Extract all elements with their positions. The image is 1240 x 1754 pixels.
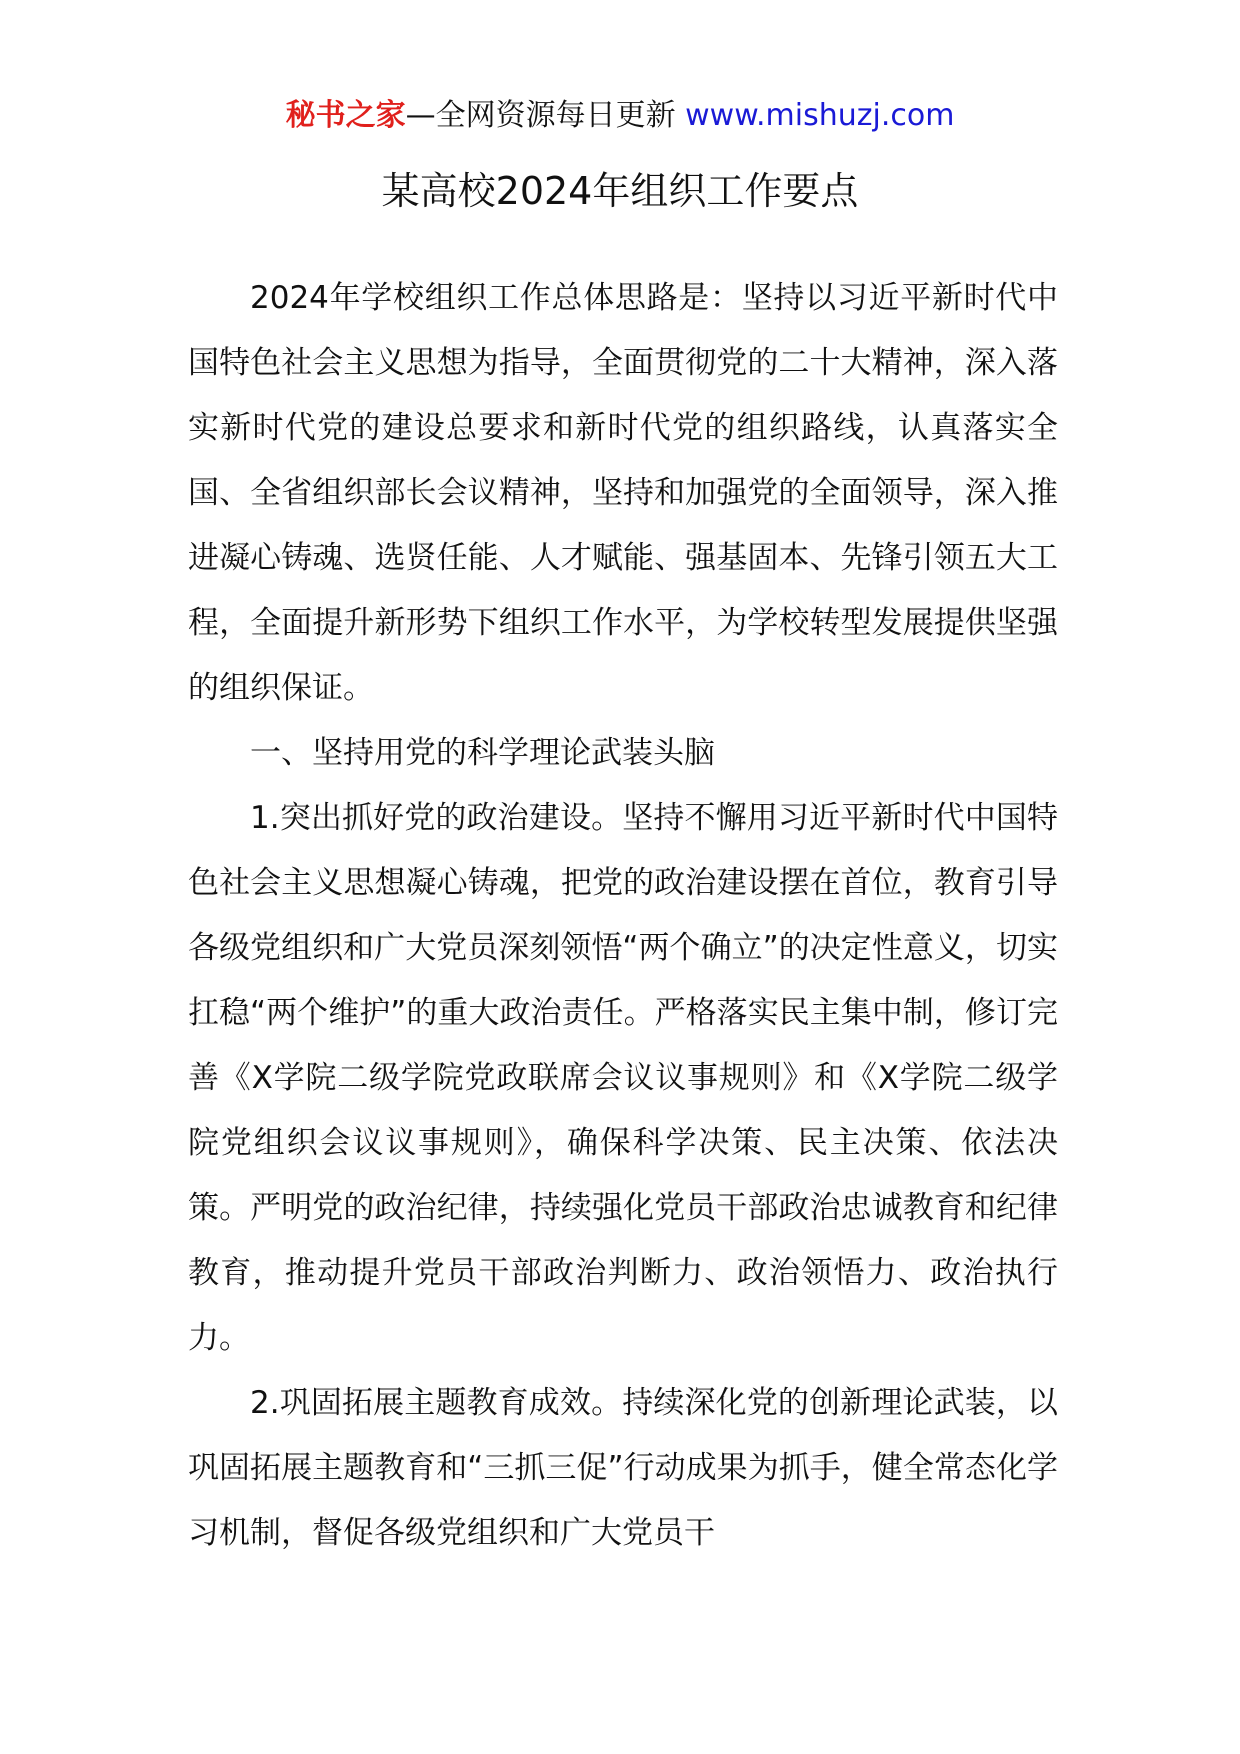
document-title: 某高校2024年组织工作要点 <box>381 169 859 213</box>
site-watermark-header <box>0 96 1240 136</box>
section-heading: 一、坚持用党的科学理论武装头脑 <box>250 735 715 771</box>
document-body <box>188 266 1058 1566</box>
brand-name: 秘书之家 <box>285 98 406 133</box>
item-1-paragraph: 1.突出抓好党的政治建设。坚持不懈用习近平新时代中国特色社会主义思想凝心铸魂，把党的政治建设摆在首位，教育引导各级党组织和广大党员深刻领悟“两个确立”的决定性意义，切实扛稳“两个维护”的重大政治责任。严格落实民主集中制，修订完善《X学院二级学院党政联席会议议事规则》和《X学院二级学院党组织会议议事规则》，确保科学决策、民主决策、依法决策。严明党的政治纪律，持续强化党员干部政治忠诚教育和纪律教育，推动提升党员干部政治判断力、政治领悟力、政治执行力。 <box>188 800 1058 1356</box>
site-url: www.mishuzj.com <box>685 98 955 133</box>
intro-paragraph: 2024年学校组织工作总体思路是：坚持以习近平新时代中国特色社会主义思想为指导，全面贯彻党的二十大精神，深入落实新时代党的建设总要求和新时代党的组织路线，认真落实全国、全省组织部长会议精神，坚持和加强党的全面领导，深入推进凝心铸魂、选贤任能、人才赋能、强基固本、先锋引领五大工程，全面提升新形势下组织工作水平，为学校转型发展提供坚强的组织保证。 <box>188 280 1058 706</box>
header-slogan: —全网资源每日更新 <box>405 98 686 133</box>
item-2-paragraph: 2.巩固拓展主题教育成效。持续深化党的创新理论武装，以巩固拓展主题教育和“三抓三促”行动成果为抓手，健全常态化学习机制，督促各级党组织和广大党员干 <box>188 1385 1058 1551</box>
